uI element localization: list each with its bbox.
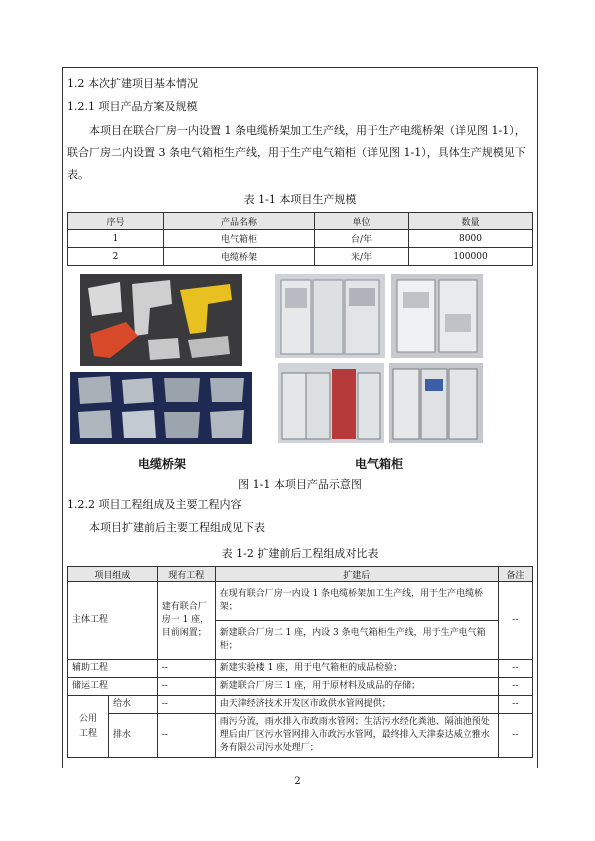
section-heading-1-2: 1.2 本次扩建项目基本情况 bbox=[67, 77, 198, 90]
table-row bbox=[68, 660, 533, 678]
table-cell: 8000 bbox=[409, 230, 533, 248]
row-label-aux: 辅助工程 bbox=[68, 660, 158, 678]
section-heading-1-2-1: 1.2.1 项目产品方案及规模 bbox=[67, 100, 198, 113]
cell-drain-after: 雨污分流，雨水排入市政雨水管网；生活污水经化粪池、隔油池预处理后由厂区污水管网排入市政污水管网，最终排入天津泰达威立雅水务有限公司污水处理厂； bbox=[215, 714, 498, 758]
cell-aux-after: 新建实验楼 1 座，用于电气箱柜的成品检验； bbox=[215, 660, 498, 678]
cell-drain-note: -- bbox=[498, 714, 532, 758]
table-row bbox=[68, 696, 533, 714]
table-header: 数量 bbox=[409, 213, 533, 230]
cell-main-existing: 建有联合厂房一 1 座，目前闲置； bbox=[157, 582, 215, 660]
cell-main-after-1: 在现有联合厂房一内设 1 条电缆桥架加工生产线，用于生产电缆桥架； bbox=[215, 582, 498, 621]
page-number: 2 bbox=[294, 776, 301, 787]
table-header: 备注 bbox=[498, 567, 532, 582]
section-heading-1-2-2: 1.2.2 项目工程组成及主要工程内容 bbox=[67, 498, 242, 511]
table-row bbox=[68, 248, 533, 266]
table-header: 现有工程 bbox=[157, 567, 215, 582]
table-header-row bbox=[68, 213, 533, 230]
row-label-public: 公用工程 bbox=[68, 696, 109, 758]
cell-water-existing: -- bbox=[157, 696, 215, 714]
cable-tray-photo-accessories bbox=[70, 372, 252, 444]
row-label-drain: 排水 bbox=[109, 714, 158, 758]
electrical-cabinet-photo-4 bbox=[389, 363, 483, 443]
cell-aux-existing: -- bbox=[157, 660, 215, 678]
cell-storage-after: 新建联合厂房三 1 座，用于原材料及成品的存储； bbox=[215, 678, 498, 696]
table-row bbox=[68, 582, 533, 621]
table-header-row bbox=[68, 567, 533, 582]
table-cell: 电气箱柜 bbox=[164, 230, 315, 248]
table1-caption: 表 1-1 本项目生产规模 bbox=[243, 193, 357, 206]
table-header: 扩建后 bbox=[215, 567, 498, 582]
row-label-storage: 储运工程 bbox=[68, 678, 158, 696]
row-label-main: 主体工程 bbox=[68, 582, 158, 660]
paragraph-product-plan: 本项目在联合厂房一内设置 1 条电缆桥架加工生产线，用于生产电缆桥架（详见图 1-1），联合厂房二内设置 3 条电气箱柜生产线，用于生产电气箱柜（详见图 1-1），具体生产规模见下表。 bbox=[67, 124, 526, 181]
table-row bbox=[68, 678, 533, 696]
table-cell: 2 bbox=[68, 248, 164, 266]
table-cell: 电缆桥架 bbox=[164, 248, 315, 266]
table-cell: 100000 bbox=[409, 248, 533, 266]
cell-drain-existing: -- bbox=[157, 714, 215, 758]
table-cell: 米/年 bbox=[315, 248, 409, 266]
table-header: 序号 bbox=[68, 213, 164, 230]
figure-caption: 图 1-1 本项目产品示意图 bbox=[238, 478, 362, 491]
table-cell: 台/年 bbox=[315, 230, 409, 248]
cell-main-note: -- bbox=[498, 582, 532, 660]
row-label-water: 给水 bbox=[109, 696, 158, 714]
cell-aux-note: -- bbox=[498, 660, 532, 678]
electrical-cabinet-photo-1 bbox=[275, 274, 385, 358]
project-composition-table bbox=[67, 566, 533, 758]
table-header: 产品名称 bbox=[164, 213, 315, 230]
table-row bbox=[68, 714, 533, 758]
figure-label-cable-tray: 电缆桥架 bbox=[138, 457, 187, 471]
cell-storage-note: -- bbox=[498, 678, 532, 696]
cable-tray-photo bbox=[80, 274, 242, 366]
electrical-cabinet-photo-2 bbox=[391, 274, 483, 358]
cell-storage-existing: -- bbox=[157, 678, 215, 696]
cell-water-note: -- bbox=[498, 696, 532, 714]
figure-label-electrical-cabinet: 电气箱柜 bbox=[355, 457, 404, 471]
table-header: 项目组成 bbox=[68, 567, 158, 582]
table-cell: 1 bbox=[68, 230, 164, 248]
cell-main-after-2: 新建联合厂房二 1 座，内设 3 条电气箱柜生产线，用于生产电气箱柜； bbox=[215, 621, 498, 660]
cell-water-after: 由天津经济技术开发区市政供水管网提供； bbox=[215, 696, 498, 714]
table2-caption: 表 1-2 扩建前后工程组成对比表 bbox=[221, 547, 379, 560]
paragraph-project-composition: 本项目扩建前后主要工程组成见下表 bbox=[89, 521, 265, 534]
production-scale-table bbox=[67, 212, 533, 266]
table-header: 单位 bbox=[315, 213, 409, 230]
electrical-cabinet-photo-3 bbox=[278, 363, 384, 443]
table-row bbox=[68, 230, 533, 248]
